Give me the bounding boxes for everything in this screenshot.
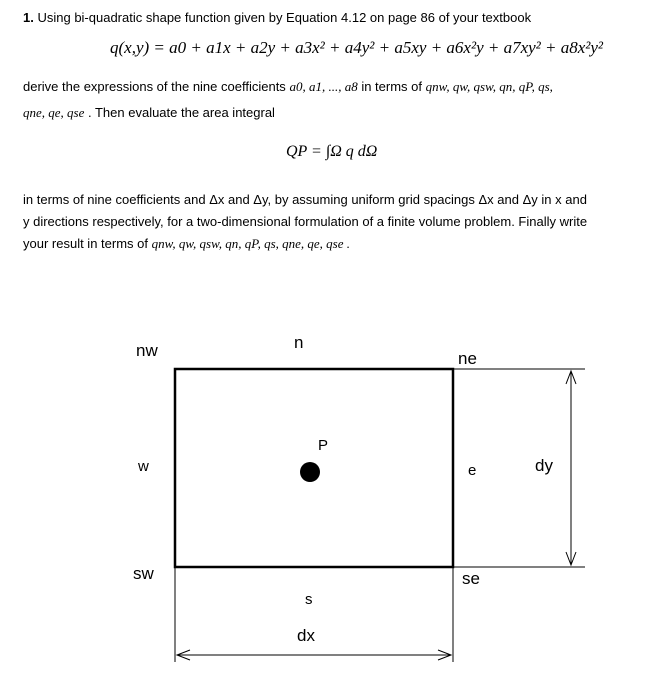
derive-text-start: derive the expressions of the nine coefficients — [23, 79, 286, 94]
final-nodes: qnw, qw, qsw, qn, qP, qs, qne, qe, qse . — [151, 236, 350, 251]
shape-function-equation: q(x,y) = a0 + a1x + a2y + a3x² + a4y² + a5xy + a6x²y + a7xy² + a8x²y² — [110, 38, 604, 57]
label-se: se — [462, 569, 480, 588]
label-sw: sw — [133, 564, 154, 583]
label-ne: ne — [458, 349, 477, 368]
label-dy: dy — [535, 456, 553, 475]
label-w: w — [138, 458, 149, 475]
nodes-line1: qnw, qw, qsw, qn, qP, qs, — [425, 79, 553, 94]
nodes-line2: qne, qe, qse — [23, 105, 85, 120]
para2-line1: in terms of nine coefficients and Δx and Δy, by assuming uniform grid spacings Δx and Δy in x and — [23, 192, 587, 207]
label-P: P — [318, 437, 329, 454]
label-n: n — [294, 333, 304, 352]
question-intro-text: Using bi-quadratic shape function given by Equation 4.12 on page 86 of your textbook — [37, 10, 532, 25]
para2-line2: y directions respectively, for a two-dimensional formulation of a finite volume problem. Finally write — [23, 214, 588, 229]
label-e: e — [468, 462, 477, 479]
label-nw: nw — [136, 341, 158, 360]
para2-line3-text: your result in terms of — [23, 236, 148, 251]
derive-text-mid: in terms of — [361, 79, 422, 94]
coefficients: a0, a1, ..., a8 — [289, 79, 358, 94]
question-number: 1. — [23, 10, 34, 25]
label-dx: dx — [297, 626, 315, 645]
label-s: s — [305, 591, 313, 608]
node-P-dot — [300, 462, 320, 482]
area-integral: QP = ∫Ω q dΩ — [286, 143, 378, 160]
evaluate-text: . Then evaluate the area integral — [88, 105, 275, 120]
